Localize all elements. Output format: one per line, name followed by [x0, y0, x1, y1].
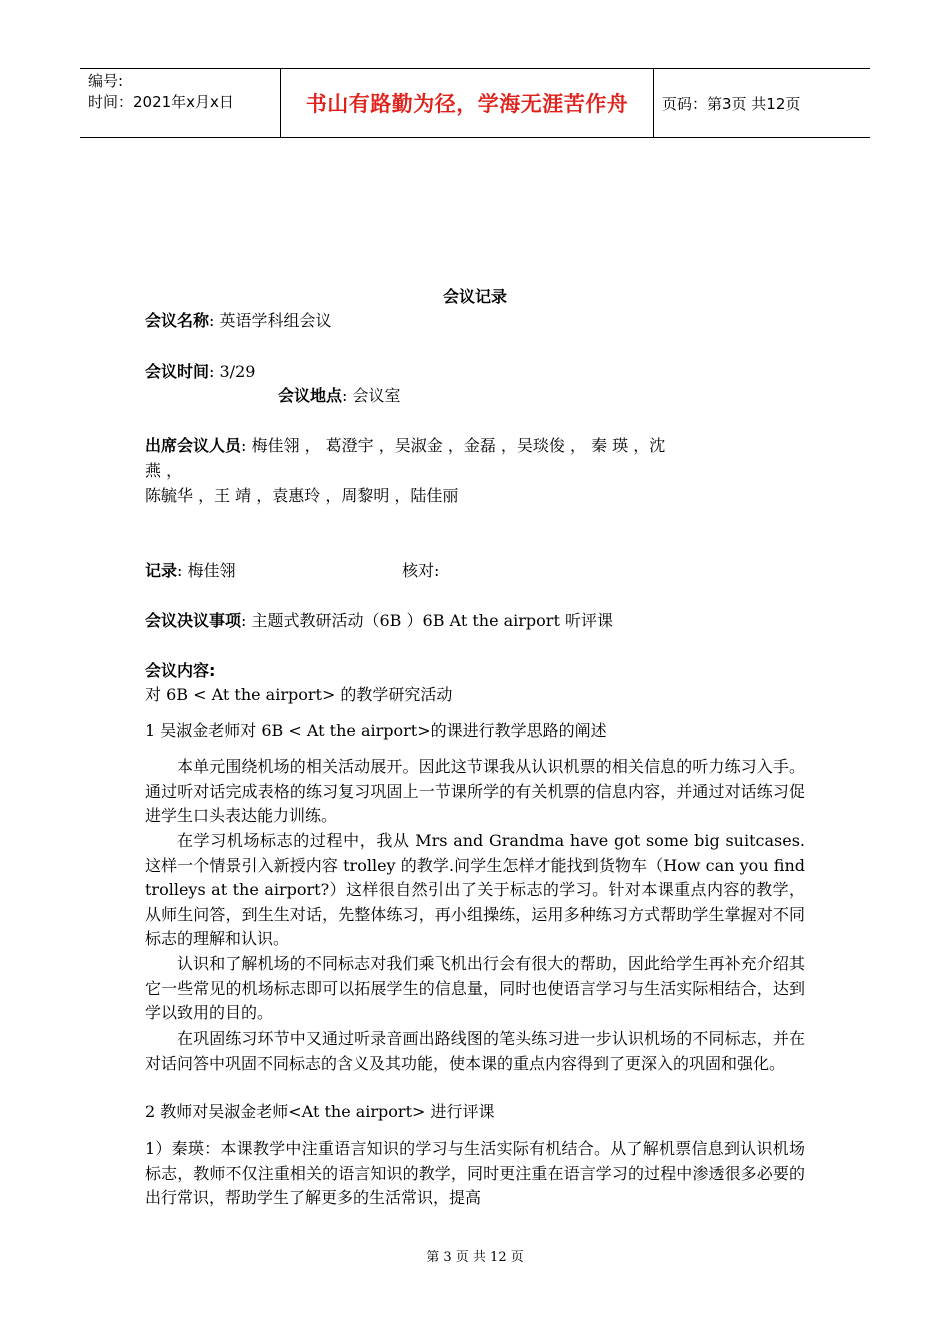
page-header	[80, 68, 870, 138]
content-label: 会议内容:	[145, 661, 216, 680]
recorder-value: : 梅佳翎	[177, 561, 236, 580]
document-title: 会议记录	[442, 287, 507, 306]
paragraph-1: 本单元围绕机场的相关活动展开。因此这节课我从认识机票的相关信息的听力练习入手。通过听对话完成表格的练习复习巩固上一节课所学的有关机票的信息内容，并通过对话练习促进学生口头表达能力训练。	[145, 757, 805, 826]
recorder-label: 记录	[145, 561, 178, 580]
meeting-name-label: 会议名称	[145, 311, 210, 330]
page-info: 页码：第3页 共12页	[662, 94, 801, 113]
recorder-row	[145, 560, 236, 582]
paragraph-4: 在巩固练习环节中又通过听录音画出路线图的笔头练习进一步认识机场的不同标志，并在对话问答中巩固不同标志的含义及其功能，使本课的重点内容得到了更深入的巩固和强化。	[145, 1029, 805, 1073]
content-line2: 1 吴淑金老师对 6B < At the airport>的课进行教学思路的阐述	[145, 721, 607, 740]
paragraph-5: 1）秦瑛：本课教学中注重语言知识的学习与生活实际有机结合。从了解机票信息到认识机场标志，教师不仅注重相关的语言知识的教学，同时更注重在语言学习的过程中渗透很多必要的出行常识，帮助学生了解更多的生活常识，提高	[145, 1139, 805, 1208]
attendees-line3: 陈毓华 ，王 靖 ，袁惠玲 ，周黎明 ，陆佳丽	[145, 486, 459, 505]
meeting-time-value: : 3/29	[209, 362, 256, 381]
page-footer: 第 3 页 共 12 页	[426, 1250, 524, 1265]
attendees-label: 出席会议人员	[145, 436, 242, 455]
motto: 书山有路勤为径，学海无涯苦作舟	[280, 69, 654, 137]
attendees-line2: 燕 ，	[145, 461, 183, 480]
meeting-place-label: 会议地点	[278, 386, 343, 405]
meeting-name-value: : 英语学科组会议	[209, 311, 332, 330]
meeting-time-row	[145, 361, 255, 383]
date-label: 时间：2021年x月x日	[88, 93, 234, 111]
header-meta	[80, 69, 280, 137]
paragraph-2: 在学习机场标志的过程中，我从 Mrs and Grandma have got some big suitcases.这样一个情景引入新授内容 trolley 的教学.问学生怎样才能找到货物车（How can you find trolleys at the airport?）这样很自然引出了关于标志的学习。针对本课重点内容的教学，从师生问答，到生生对话，先整体练习，再小组操练，运用多种练习方式帮助学生掌握对不同标志的理解和认识。	[145, 831, 805, 949]
meeting-place-row	[278, 385, 401, 407]
paragraph-3: 认识和了解机场的不同标志对我们乘飞机出行会有很大的帮助，因此给学生再补充介绍其它一些常见的机场标志即可以拓展学生的信息量，同时也使语言学习与生活实际相结合，达到学以致用的目的。	[145, 954, 805, 1023]
meeting-place-value: : 会议室	[342, 386, 401, 405]
attendees-row	[145, 435, 665, 457]
meeting-name-row	[145, 310, 332, 332]
content-line3: 2 教师对吴淑金老师<At the airport> 进行评课	[145, 1102, 495, 1121]
content-line1: 对 6B < At the airport> 的教学研究活动	[145, 685, 453, 704]
meeting-time-label: 会议时间	[145, 362, 210, 381]
resolution-label: 会议决议事项	[145, 611, 242, 630]
attendees-line1: : 梅佳翎 ， 葛澄宇 ，吴淑金 ，金磊 ，吴琰俊 ， 秦 瑛 ，沈	[241, 436, 666, 455]
resolution-value: : 主题式教研活动（6B ）6B At the airport 听评课	[241, 611, 613, 630]
checker-label: 核对:	[402, 561, 440, 580]
resolution-row	[145, 610, 613, 632]
number-label: 编号:	[88, 72, 124, 90]
